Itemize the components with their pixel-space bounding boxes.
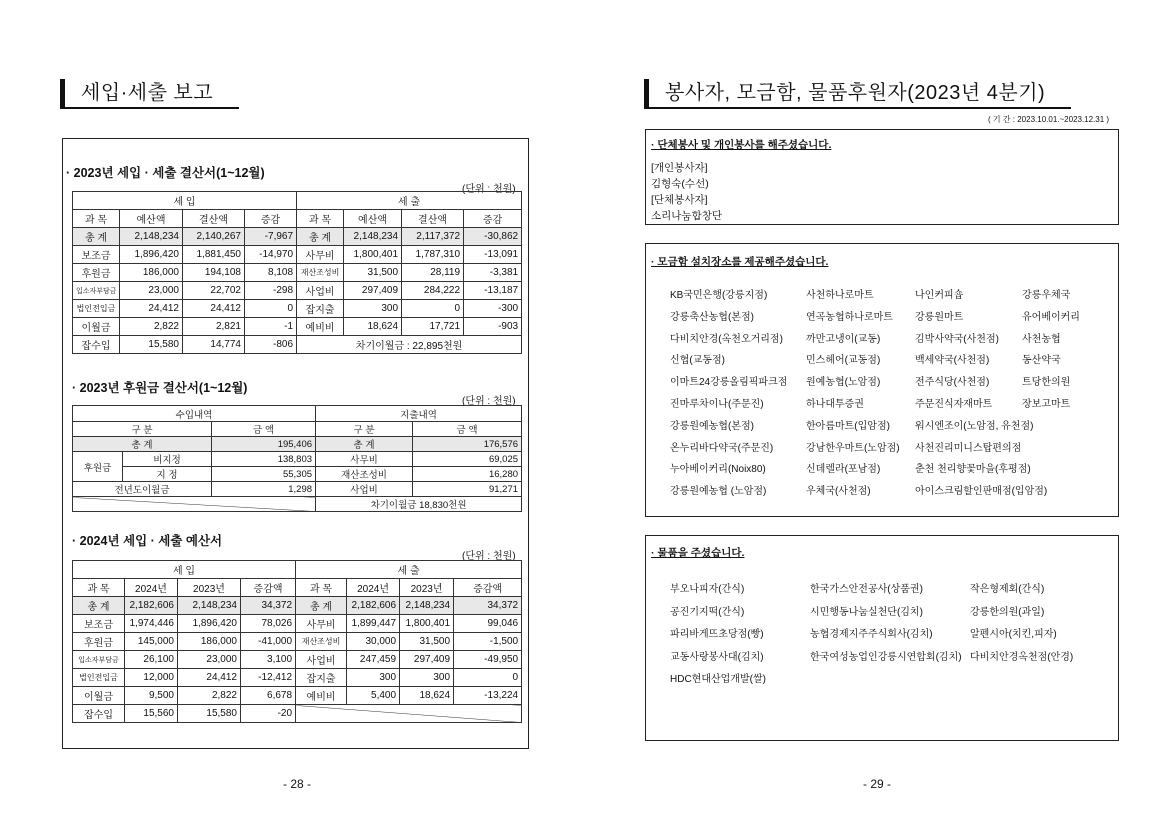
cell: 12,000	[125, 669, 178, 687]
cell: 284,222	[402, 282, 464, 300]
donation-box-location: 장보고마트	[1022, 399, 1071, 410]
cell: 247,459	[347, 651, 400, 669]
cell: 잡지출	[297, 300, 344, 318]
cell: -12,412	[241, 669, 296, 687]
cell: 예비비	[296, 687, 347, 705]
cell: 24,412	[120, 300, 183, 318]
settlement-expense-label: 세 출	[297, 192, 522, 210]
donation-box-location: 신데렐라(포남점)	[806, 464, 881, 476]
volunteer-line: 김형숙(수선)	[651, 178, 709, 190]
donation-box-location: 강릉원예농협 (노암점)	[670, 486, 767, 498]
volunteer-line: 소리나눔합창단	[651, 210, 723, 222]
budget-header: 2023년	[178, 579, 241, 597]
cell: 2,821	[183, 318, 245, 336]
cell: 23,000	[178, 651, 241, 669]
budget-unit: (단위 : 천원)	[462, 551, 516, 562]
cell: 2,140,267	[183, 228, 245, 246]
donation-total-in: 195,406	[212, 437, 316, 452]
donation-box-location: 주문진식자재마트	[915, 399, 993, 410]
goods-donor: 공진기지떡(간식)	[670, 606, 745, 618]
cell: 34,372	[241, 597, 296, 615]
cell: 31,500	[344, 264, 402, 282]
cell: 23,000	[120, 282, 183, 300]
cell: -1	[245, 318, 297, 336]
empty-cell	[73, 497, 316, 512]
volunteer-line: [단체봉사자]	[651, 194, 708, 206]
donation-box-location: 사천하나로마트	[806, 290, 874, 301]
donation-amount-header: 금 액	[413, 422, 522, 437]
donation-box-location: 유어베이커리	[1022, 311, 1080, 323]
volunteer-line: [개인봉사자]	[651, 162, 708, 174]
right-page-title: 봉사자, 모금함, 물품후원자(2023년 4분기)	[644, 79, 1071, 109]
empty-cell	[296, 705, 522, 723]
donation-box-location: 원예농협(노암점)	[806, 377, 881, 389]
cell: 1,787,310	[402, 246, 464, 264]
donation-box-location: 진마루차이나(주문진)	[670, 399, 764, 410]
cell: -20	[241, 705, 296, 723]
cell: 재산조성비	[297, 264, 344, 282]
budget-header: 2024년	[347, 579, 400, 597]
donation-out-amount: 69,025	[413, 452, 522, 467]
table-row	[73, 228, 522, 246]
cell: 보조금	[73, 246, 120, 264]
donation-kind-header: 구 분	[316, 422, 413, 437]
cell: -298	[245, 282, 297, 300]
cell: 31,500	[400, 633, 454, 651]
budget-header: 2024년	[125, 579, 178, 597]
donation-unit: (단위 : 천원)	[462, 396, 516, 407]
budget-header: 증감액	[454, 579, 522, 597]
table-row	[73, 687, 522, 705]
cell: -7,967	[245, 228, 297, 246]
goods-donor: 알펜시아(치킨,피자)	[970, 629, 1057, 640]
donation-out-label: 사업비	[316, 482, 413, 497]
cell: -13,187	[464, 282, 522, 300]
cell: 이월금	[73, 318, 120, 336]
cell: -1,500	[454, 633, 522, 651]
cell: 8,108	[245, 264, 297, 282]
table-row	[73, 597, 522, 615]
budget-header: 과 목	[296, 579, 347, 597]
left-page-number: - 28 -	[283, 777, 312, 791]
cell: 1,896,420	[120, 246, 183, 264]
donation-box-location: 까만고냉이(교동)	[806, 333, 881, 345]
donation-row-amount: 138,803	[212, 452, 316, 467]
table-row	[73, 318, 522, 336]
cell: 26,100	[125, 651, 178, 669]
donation-box-location: 트당한의원	[1022, 377, 1071, 389]
cell: 300	[344, 300, 402, 318]
donation-boxes-heading: · 모금함 설치장소를 제공해주셨습니다.	[651, 256, 829, 268]
budget-header: 과 목	[73, 579, 125, 597]
cell: 9,500	[125, 687, 178, 705]
settlement-unit: (단위 : 천원)	[462, 184, 516, 195]
donation-box-location: 강릉원예농협(본점)	[670, 420, 754, 432]
donation-box-location: 다비치안경(옥천오거리점)	[670, 333, 783, 345]
donation-box-location: 사천진리미니스탑편의점	[915, 442, 1022, 454]
settlement-header: 과 목	[73, 210, 120, 228]
cell: 297,409	[400, 651, 454, 669]
cell: 1,896,420	[178, 615, 241, 633]
cell: 28,119	[402, 264, 464, 282]
table-row	[73, 246, 522, 264]
cell: 재산조성비	[296, 633, 347, 651]
cell: 22,702	[183, 282, 245, 300]
donation-group-label: 후원금	[73, 452, 123, 482]
goods-donor: 농협경제지주주식회사(김치)	[810, 629, 933, 640]
settlement-header: 결산액	[183, 210, 245, 228]
cell: 입소자부담금	[73, 651, 125, 669]
cell: 2,822	[178, 687, 241, 705]
table-row	[73, 336, 522, 354]
settlement-header: 예산액	[120, 210, 183, 228]
cell: 법인전입금	[73, 669, 125, 687]
cell: 194,108	[183, 264, 245, 282]
donation-box-location: 연곡농협하나로마트	[806, 311, 893, 323]
cell: -300	[464, 300, 522, 318]
goods-donor: 시민행동나눔실천단(김치)	[810, 606, 923, 618]
donation-total-out-label: 총 계	[316, 437, 413, 452]
cell: 1,800,401	[400, 615, 454, 633]
settlement-header: 과 목	[297, 210, 344, 228]
donation-row-amount: 55,305	[212, 467, 316, 482]
cell: 15,580	[178, 705, 241, 723]
cell: 입소자부담금	[73, 282, 120, 300]
cell: 6,678	[241, 687, 296, 705]
cell: 0	[245, 300, 297, 318]
cell: 34,372	[454, 597, 522, 615]
settlement-table	[72, 191, 522, 354]
donation-box-location: 하나대투증권	[806, 399, 864, 410]
cell: 186,000	[178, 633, 241, 651]
cell: 예비비	[297, 318, 344, 336]
budget-income-label: 세 입	[73, 561, 296, 579]
donation-box-location: 우체국(사천점)	[806, 486, 871, 498]
donation-box-location: 이마트24강릉올림픽파크점	[670, 377, 788, 389]
right-page-number: - 29 -	[863, 777, 892, 791]
goods-donor: 다비치안경옥천점(안경)	[970, 651, 1074, 663]
cell: 사업비	[296, 651, 347, 669]
donation-row-amount: 1,298	[212, 482, 316, 497]
cell: 1,899,447	[347, 615, 400, 633]
cell: 법인전입금	[73, 300, 120, 318]
donation-heading: · 2023년 후원금 결산서(1~12월)	[72, 381, 248, 395]
settlement-header: 증감	[245, 210, 297, 228]
table-row	[73, 669, 522, 687]
cell: 총 계	[297, 228, 344, 246]
cell: 2,182,606	[347, 597, 400, 615]
settlement-heading: · 2023년 세입 · 세출 결산서(1~12월)	[66, 166, 265, 180]
table-row	[73, 300, 522, 318]
donation-out-amount: 91,271	[413, 482, 522, 497]
cell: -13,091	[464, 246, 522, 264]
budget-header: 2023년	[400, 579, 454, 597]
cell: 잡지출	[296, 669, 347, 687]
cell: 14,774	[183, 336, 245, 354]
goods-heading: · 물품을 주셨습니다.	[651, 547, 745, 559]
cell: 297,409	[344, 282, 402, 300]
donation-box-location: 신협(교동점)	[670, 355, 725, 367]
cell: -3,381	[464, 264, 522, 282]
budget-header: 증감액	[241, 579, 296, 597]
cell: 2,117,372	[402, 228, 464, 246]
donation-box-location: 온누리바다약국(주문진)	[670, 442, 774, 454]
cell: 2,148,234	[178, 597, 241, 615]
goods-donor: 한국여성농업인강릉시연합회(김치)	[810, 651, 962, 663]
cell: 78,026	[241, 615, 296, 633]
goods-donor: 파리바게뜨초당점(빵)	[670, 629, 764, 640]
cell: 사무비	[297, 246, 344, 264]
donation-box-location: KB국민은행(강릉지점)	[670, 290, 768, 301]
table-row	[73, 282, 522, 300]
cell: 24,412	[178, 669, 241, 687]
cell: 300	[347, 669, 400, 687]
cell: 30,000	[347, 633, 400, 651]
goods-donor: 작은형제회(간식)	[970, 584, 1045, 595]
donation-box-location: 사천농협	[1022, 333, 1061, 345]
donation-box-location: 백세약국(사천점)	[915, 355, 990, 367]
cell: 잡수입	[73, 336, 120, 354]
donation-box-location: 전주식당(사천점)	[915, 377, 990, 389]
cell: 18,624	[344, 318, 402, 336]
cell: 2,148,234	[120, 228, 183, 246]
budget-heading: · 2024년 세입 · 세출 예산서	[72, 534, 223, 548]
cell: 1,800,401	[344, 246, 402, 264]
donation-total-label: 총 계	[73, 437, 212, 452]
budget-table	[72, 560, 522, 723]
donation-table	[72, 405, 522, 512]
donation-box-location: 동산약국	[1022, 355, 1061, 367]
cell: 총 계	[296, 597, 347, 615]
cell: 145,000	[125, 633, 178, 651]
cell: 2,182,606	[125, 597, 178, 615]
goods-donor: 부오나피자(간식)	[670, 584, 745, 595]
table-row	[73, 615, 522, 633]
cell: 15,560	[125, 705, 178, 723]
cell: 3,100	[241, 651, 296, 669]
cell: 15,580	[120, 336, 183, 354]
donation-total-out: 176,576	[413, 437, 522, 452]
donation-box-location: 워시엔조이(노암점, 유천점)	[915, 420, 1034, 432]
settlement-income-label: 세 입	[73, 192, 297, 210]
donation-box-location: 나인커피숍	[915, 290, 964, 301]
donation-out-amount: 16,280	[413, 467, 522, 482]
cell: 99,046	[454, 615, 522, 633]
donation-row-label: 지 정	[123, 467, 212, 482]
volunteers-heading: · 단체봉사 및 개인봉사를 해주셨습니다.	[651, 139, 832, 151]
cell: 2,148,234	[344, 228, 402, 246]
cell: 17,721	[402, 318, 464, 336]
cell: 총 계	[73, 228, 120, 246]
donation-box-location: 강릉축산농협(본점)	[670, 311, 754, 323]
donation-row-label: 비지정	[123, 452, 212, 467]
goods-donor: 교동사랑봉사대(김치)	[670, 651, 764, 663]
settlement-header: 예산액	[344, 210, 402, 228]
cell: -14,970	[245, 246, 297, 264]
cell: 2,148,234	[400, 597, 454, 615]
donation-kind-header: 구 분	[73, 422, 212, 437]
donation-row-label: 전년도이월금	[73, 482, 212, 497]
donation-box-location: 강릉원마트	[915, 311, 964, 323]
table-row	[73, 705, 522, 723]
cell: -13,224	[454, 687, 522, 705]
donation-expense-label: 지출내역	[316, 406, 522, 422]
cell: 총 계	[73, 597, 125, 615]
table-row	[73, 651, 522, 669]
left-page-title: 세입·세출 보고	[60, 79, 239, 109]
table-row	[73, 264, 522, 282]
cell: 후원금	[73, 633, 125, 651]
cell: -30,862	[464, 228, 522, 246]
donation-out-label: 사무비	[316, 452, 413, 467]
cell: -41,000	[241, 633, 296, 651]
donation-income-label: 수입내역	[73, 406, 316, 422]
donation-box-location: 춘천 천리향꽃마을(후평점)	[915, 464, 1031, 476]
cell: 0	[454, 669, 522, 687]
cell: 186,000	[120, 264, 183, 282]
cell: 2,822	[120, 318, 183, 336]
donation-out-label: 재산조성비	[316, 467, 413, 482]
donation-amount-header: 금 액	[212, 422, 316, 437]
cell: 후원금	[73, 264, 120, 282]
carry-over-note: 차기이월금 : 22,895천원	[297, 336, 522, 354]
donation-carry-note: 차기이월금 18,830천원	[316, 497, 522, 512]
table-row	[73, 633, 522, 651]
donation-box-location: 민스헤어(교동점)	[806, 355, 881, 367]
cell: -903	[464, 318, 522, 336]
budget-expense-label: 세 출	[296, 561, 522, 579]
cell: 사무비	[296, 615, 347, 633]
cell: 사업비	[297, 282, 344, 300]
donation-box-location: 강남한우마트(노암점)	[806, 442, 900, 454]
donation-box-location: 강릉우체국	[1022, 290, 1071, 301]
donation-box-location: 아이스크림할인판매점(입암점)	[915, 486, 1048, 498]
settlement-header: 증감	[464, 210, 522, 228]
cell: 24,412	[183, 300, 245, 318]
cell: 이월금	[73, 687, 125, 705]
goods-donor: HDC현대산업개발(쌀)	[670, 674, 766, 685]
donation-box-location: 한아름마트(입암점)	[806, 420, 890, 432]
cell: 300	[400, 669, 454, 687]
cell: 잡수입	[73, 705, 125, 723]
cell: 1,881,450	[183, 246, 245, 264]
cell: 보조금	[73, 615, 125, 633]
goods-donor: 한국가스안전공사(상품권)	[810, 584, 923, 595]
donation-box-location: 누아베이커리(Noix80)	[670, 464, 766, 476]
cell: -806	[245, 336, 297, 354]
period-label: ( 기 간 : 2023.10.01.~2023.12.31 )	[988, 115, 1110, 124]
donation-box-location: 김박사약국(사천점)	[915, 333, 999, 345]
cell: 5,400	[347, 687, 400, 705]
cell: 0	[402, 300, 464, 318]
goods-donor: 강릉한의원(과일)	[970, 606, 1045, 618]
settlement-header: 결산액	[402, 210, 464, 228]
cell: -49,950	[454, 651, 522, 669]
cell: 1,974,446	[125, 615, 178, 633]
cell: 18,624	[400, 687, 454, 705]
